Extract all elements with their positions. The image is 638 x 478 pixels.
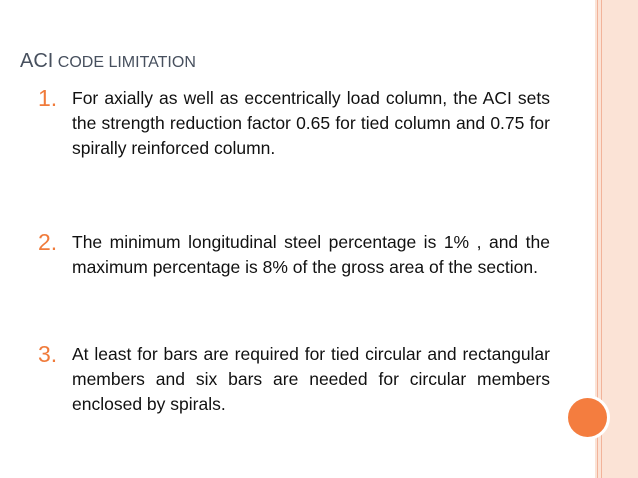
decorative-orange-circle	[568, 398, 607, 437]
list-item	[38, 342, 550, 417]
slide-title-main: ACI	[20, 50, 54, 72]
list-item-number: 1.	[38, 85, 58, 111]
list-item	[38, 86, 550, 161]
slide-title-sub: CODE LIMITATION	[53, 54, 196, 71]
slide-title	[20, 50, 196, 73]
list-item-number: 2.	[38, 229, 58, 255]
list-item-number: 3.	[38, 341, 58, 367]
list-item-text: At least for bars are required for tied circular and rectangular members and six bars are needed for circular members enclosed by spirals.	[72, 344, 550, 414]
list-item-text: For axially as well as eccentrically load column, the ACI sets the strength reduction factor 0.65 for tied column and 0.75 for spirally reinforced column.	[72, 88, 550, 158]
list-item-text: The minimum longitudinal steel percentage is 1% , and the maximum percentage is 8% of the gross area of the section.	[72, 232, 550, 277]
list-item	[38, 230, 550, 280]
